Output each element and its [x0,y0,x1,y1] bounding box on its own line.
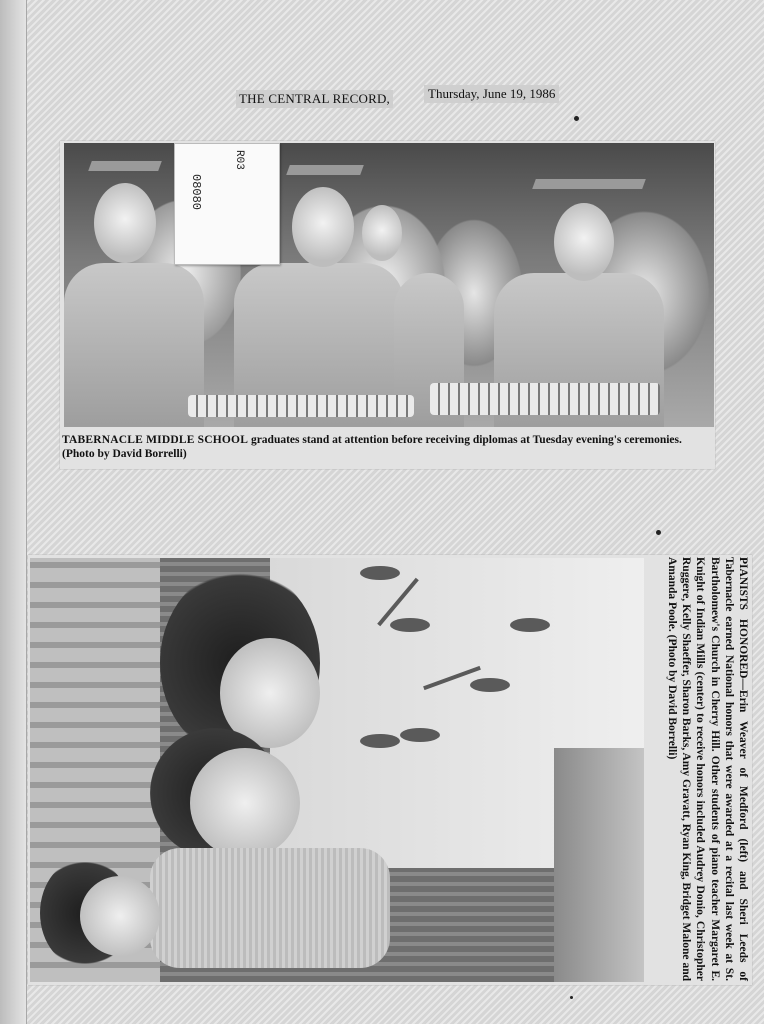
pianists-photo [30,558,644,982]
diploma-tray [430,383,660,415]
caption-headline: TABERNACLE MIDDLE SCHOOL [62,434,249,446]
music-note-print [390,618,430,632]
graduation-caption [62,433,712,461]
page-binding-edge [0,0,27,1024]
newspaper-name: THE CENTRAL RECORD, [236,90,393,108]
speck [656,530,661,535]
caption-text: graduates stand at attention before receiving diplomas at Tuesday evening's ceremonies. (Photo by David Borrelli) [62,434,682,460]
graduate-cap [532,179,646,189]
graduate-face [554,203,614,281]
archive-label-number: 08080 [189,174,203,211]
publication-date: Thursday, June 19, 1986 [424,85,559,103]
graduate-cap [286,165,364,175]
music-note-print [470,678,510,692]
archive-label-code: R03 [233,150,245,170]
graduate-cap [88,161,162,171]
teacher-face [190,748,300,858]
speck [574,116,579,121]
pianists-caption-column [648,557,750,983]
masthead [0,84,764,108]
archive-label-tag [174,143,280,265]
caption-text: —Erin Weaver of Medford (left) and Sheri Leeds of Tabernacle earned National honors that were awarded at a recital last week at St. Bartholomew's Church in Cherry Hill. Other students of piano teacher Margaret E. Knight of Indian Mills (center) to receive honors included Audrey Donio, Christopher Ruggere, Kelly Shaeffer, Sharon Barks, Amy Gravatt, Ryan King, Bridget Malone and Amanda Poole. (Photo by David Borrelli) [665,557,749,981]
student-blouse [150,848,390,968]
graduate-face [94,183,156,263]
graduate-face [362,205,402,261]
graduate-face [292,187,354,267]
music-note-print [400,728,440,742]
diploma-tray [188,395,414,417]
speck [570,996,573,999]
music-note-print [360,734,400,748]
piano [554,748,644,982]
pianists-clipping [28,555,752,985]
graduate-gown [64,263,204,427]
pianists-caption [665,557,750,981]
music-note-print [510,618,550,632]
graduation-photo [64,143,714,427]
student-face [80,876,160,956]
music-note-print [360,566,400,580]
caption-headline: PIANISTS HONORED [737,557,749,679]
graduation-clipping [60,141,715,469]
